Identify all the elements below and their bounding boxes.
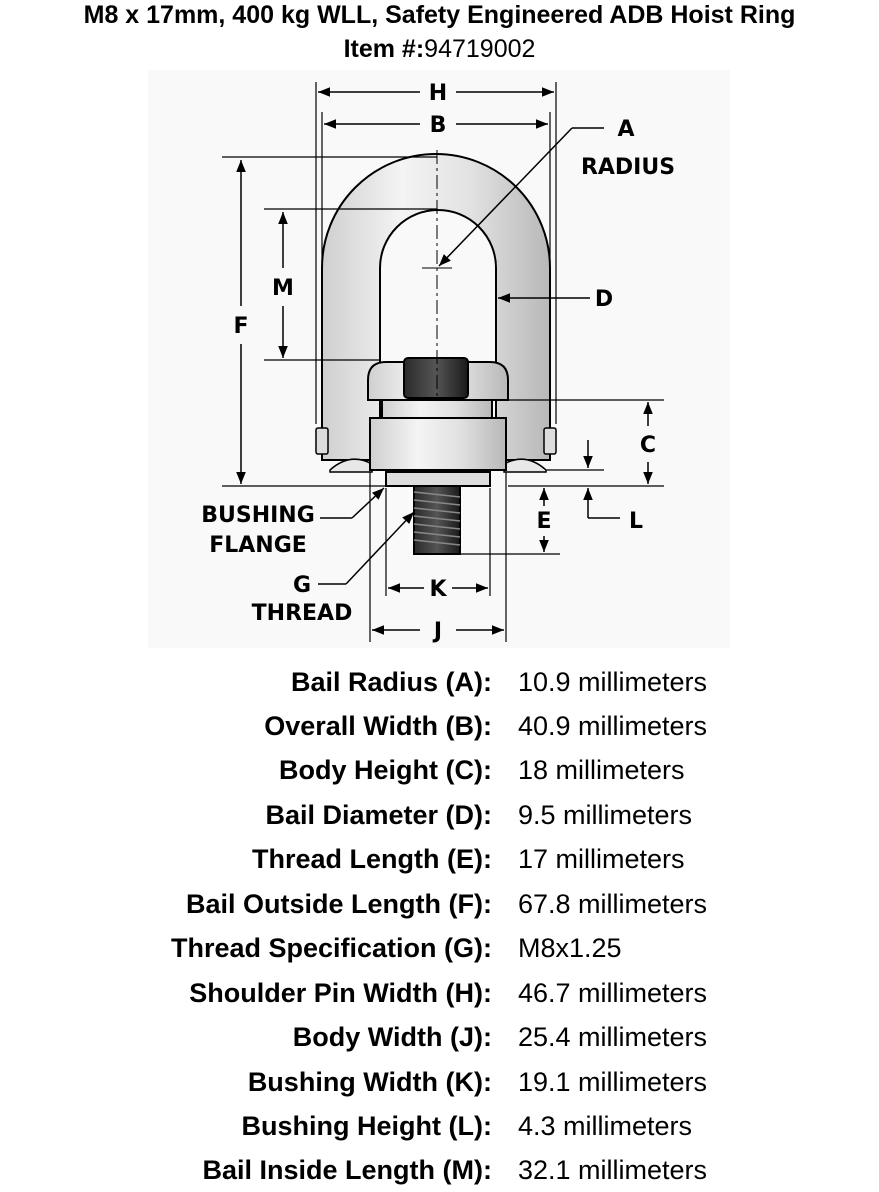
spec-label: Body Height (C): (279, 755, 492, 785)
spec-row-bushing-width (0, 1060, 879, 1104)
label-D: D (594, 287, 614, 312)
washer (382, 400, 492, 418)
spec-row-bail-inside-length (0, 1148, 879, 1192)
label-K: K (429, 577, 447, 602)
label-bushing: BUSHING (201, 503, 315, 528)
label-C: C (639, 433, 657, 458)
spec-label: Bushing Width (K): (247, 1067, 492, 1097)
bushing-flange (386, 472, 490, 486)
spec-value: 67.8 millimeters (518, 889, 708, 919)
spec-row-bail-outside-length (0, 882, 879, 926)
spec-value: 9.5 millimeters (518, 800, 693, 830)
spec-label: Thread Specification (G): (170, 933, 492, 963)
label-L: L (628, 509, 644, 534)
spec-value: 10.9 millimeters (518, 667, 708, 697)
spec-value: 32.1 millimeters (518, 1155, 708, 1185)
spec-row-body-height (0, 748, 879, 792)
shoulder-pin-right (544, 428, 556, 454)
spec-row-body-width (0, 1015, 879, 1059)
label-A: A (617, 117, 635, 142)
label-G: G (292, 573, 312, 598)
spec-value: 40.9 millimeters (518, 711, 708, 741)
spec-row-bail-radius (0, 660, 879, 704)
spec-label: Bail Diameter (D): (265, 800, 492, 830)
spec-row-thread-specification (0, 926, 879, 970)
spec-value: 25.4 millimeters (518, 1022, 708, 1052)
item-number-value: 94719002 (424, 35, 536, 63)
item-number-label: Item #: (343, 35, 425, 63)
spec-label: Thread Length (E): (252, 844, 492, 874)
label-B: B (429, 113, 447, 138)
label-H: H (428, 81, 448, 106)
spec-row-overall-width (0, 704, 879, 748)
label-F: F (233, 314, 249, 339)
spec-value: 17 millimeters (518, 844, 685, 874)
cap-screw (404, 358, 468, 398)
spec-label: Body Width (J): (292, 1022, 492, 1052)
spec-label: Bail Outside Length (F): (186, 889, 492, 919)
spec-row-thread-length (0, 837, 879, 881)
body (370, 418, 506, 470)
spec-label: Bail Radius (A): (290, 667, 492, 697)
spec-label: Shoulder Pin Width (H): (189, 978, 492, 1008)
label-E: E (536, 509, 552, 534)
label-M: M (272, 276, 294, 301)
spec-label: Bail Inside Length (M): (202, 1155, 492, 1185)
spec-label: Bushing Height (L): (241, 1111, 492, 1141)
spec-label: Overall Width (B): (264, 711, 492, 741)
spec-row-shoulder-pin-width (0, 971, 879, 1015)
spec-value: 19.1 millimeters (518, 1067, 708, 1097)
shoulder-pin-left (316, 428, 328, 454)
spec-row-bail-diameter (0, 793, 879, 837)
spec-value: M8x1.25 (518, 933, 622, 963)
spec-value: 46.7 millimeters (518, 978, 708, 1008)
label-flange: FLANGE (209, 533, 307, 558)
page-title: M8 x 17mm, 400 kg WLL, Safety Engineered ADB Hoist Ring (83, 1, 796, 29)
spec-value: 4.3 millimeters (518, 1111, 693, 1141)
label-J: J (433, 619, 443, 644)
label-thread: THREAD (251, 601, 353, 626)
spec-row-bushing-height (0, 1104, 879, 1148)
label-radius: RADIUS (580, 155, 676, 180)
hoist-ring-diagram (0, 60, 879, 660)
spec-value: 18 millimeters (518, 755, 685, 785)
